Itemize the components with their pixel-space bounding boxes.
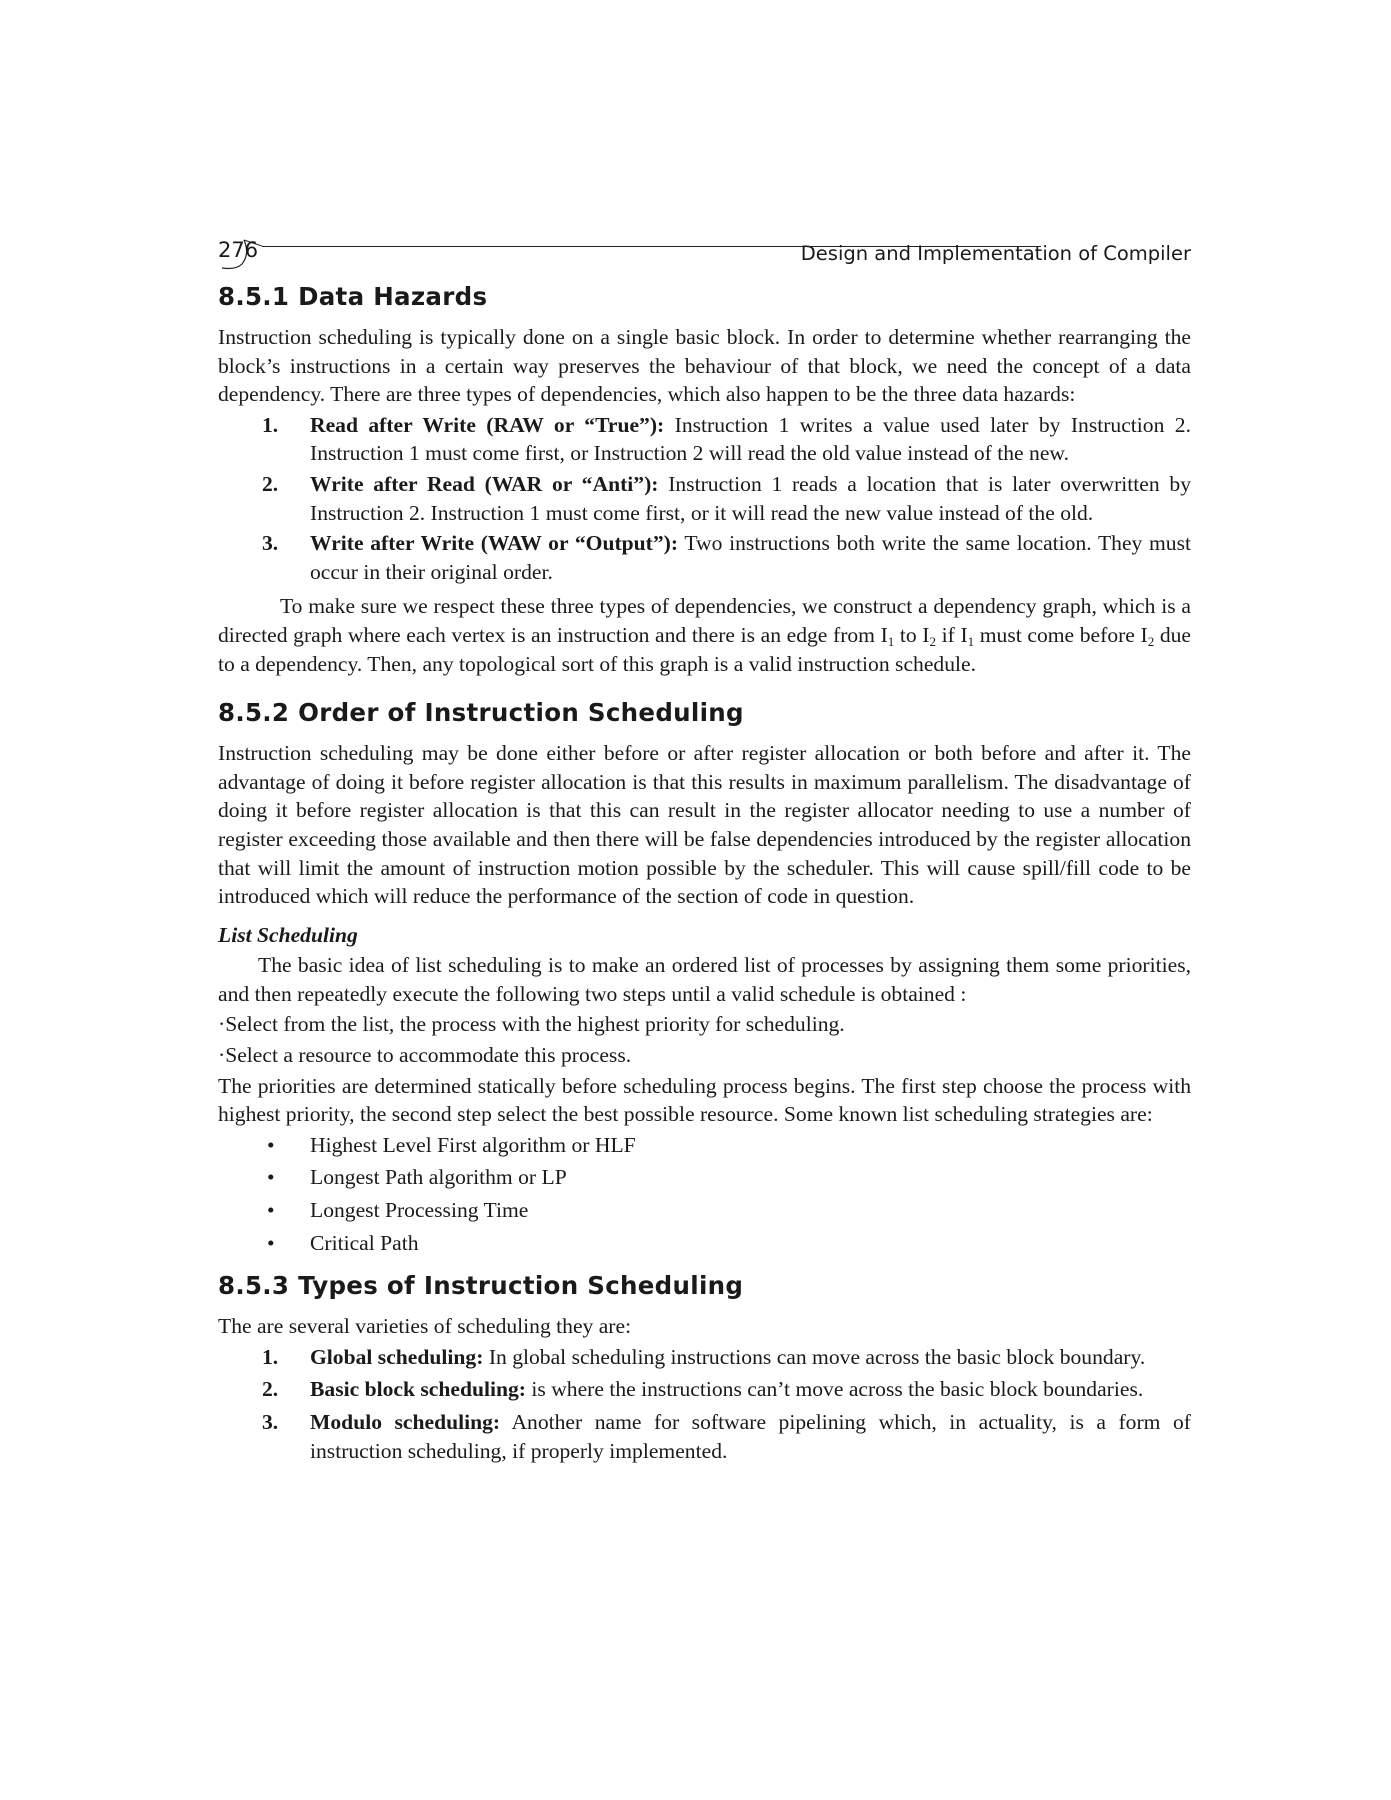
page: [218, 236, 1191, 1465]
list-item: [218, 1163, 1191, 1192]
running-head: [218, 236, 1191, 272]
item-number: 3.: [262, 531, 279, 556]
types-intro: The are several varieties of scheduling they are:: [218, 1314, 632, 1339]
dependency-graph-paragraph: To make sure we respect these three types of dependencies, we construct a dependency graph, which is a directed graph where each vertex is an instruction and there is an edge from $I_1$ to $I_2$ if $I_1$ must come before $I_2$ due to a dependency. Then, any topological sort of this graph is a valid instruction schedule.: [218, 594, 1191, 676]
item-text: Instruction 1 writes a value used later by Instruction 2. Instruction 1 must come first, or Instruction 2 will read the old value instead of the new.: [310, 412, 1191, 466]
bullet-icon: •: [267, 1132, 275, 1157]
step-1: ·Select from the list, the process with the highest priority for scheduling.: [218, 1012, 845, 1037]
bullet-icon: •: [267, 1198, 275, 1223]
item-term: Modulo scheduling:: [310, 1410, 501, 1434]
step-2: ·Select a resource to accommodate this process.: [218, 1043, 632, 1068]
section-heading-types: 8.5.3 Types of Instruction Scheduling: [218, 1271, 744, 1301]
data-hazards-intro: Instruction scheduling is typically done on a single basic block. In order to determine whether rearranging the block’s instructions in a certain way preserves the behaviour of that block, we need the concept of a data dependency. There are three types of dependencies, which also happen to be the three data hazards:: [218, 325, 1191, 407]
item-number: 1.: [262, 1344, 279, 1369]
item-text: Instruction 1 reads a location that is later overwritten by Instruction 2. Instruction 1 must come first, or it will read the new value instead of the old.: [310, 471, 1191, 525]
hazard-list: [218, 411, 1191, 587]
list-item: [218, 529, 1191, 586]
item-term: Write after Read (WAR or “Anti”):: [310, 471, 659, 496]
list-item: [218, 1343, 1191, 1372]
priorities-paragraph: The priorities are determined statically before scheduling process begins. The first step choose the process with highest priority, the second step select the best possible resource. Some known list scheduling strategies are:: [218, 1073, 1191, 1127]
item-term: Global scheduling:: [310, 1344, 484, 1369]
list-item: [218, 1131, 1191, 1160]
item-term: Read after Write (RAW or “True”):: [310, 412, 665, 437]
item-term: Write after Write (WAW or “Output”):: [310, 531, 679, 556]
bullet-icon: •: [267, 1230, 275, 1255]
item-text: is where the instructions can’t move across the basic block boundaries.: [531, 1377, 1144, 1402]
list-scheduling-intro: The basic idea of list scheduling is to make an ordered list of processes by assigning them some priorities, and then repeatedly execute the following two steps until a valid schedule is obtained :: [218, 953, 1191, 1006]
item-text: In global scheduling instructions can move across the basic block boundary.: [488, 1344, 1146, 1369]
list-item: [218, 1375, 1191, 1404]
list-item: [218, 1196, 1191, 1225]
list-item: [218, 1408, 1191, 1465]
strategy-text: Highest Level First algorithm or HLF: [310, 1132, 636, 1157]
order-paragraph: Instruction scheduling may be done either before or after register allocation or both before and after it. The advantage of doing it before register allocation is that this results in maximum parallelism. The disadvantage of doing it before register allocation is that this can result in the register allocator needing to use a number of register exceeding those available and then there will be false dependencies introduced by the register allocation that will limit the amount of instruction motion possible by the scheduler. This will cause spill/fill code to be introduced which will reduce the performance of the section of code in question.: [218, 741, 1191, 909]
strategy-text: Longest Path algorithm or LP: [310, 1165, 567, 1190]
strategy-list: [218, 1131, 1191, 1257]
item-text: Two instructions both write the same location. They must occur in their original order.: [310, 531, 1191, 584]
list-item: [218, 1229, 1191, 1258]
strategy-text: Longest Processing Time: [310, 1198, 529, 1223]
list-item: [218, 411, 1191, 468]
item-number: 2.: [262, 1377, 279, 1402]
section-heading-data-hazards: 8.5.1 Data Hazards: [218, 282, 488, 311]
strategy-text: Critical Path: [310, 1230, 419, 1255]
item-number: 2.: [262, 471, 279, 496]
section-heading-order: 8.5.2 Order of Instruction Scheduling: [218, 698, 744, 728]
types-list: [218, 1343, 1191, 1465]
bullet-icon: •: [267, 1165, 275, 1190]
list-scheduling-heading: List Scheduling: [218, 922, 358, 947]
list-item: [218, 470, 1191, 527]
book-title: Design and Implementation of Compiler: [800, 242, 1191, 265]
item-term: Basic block scheduling:: [310, 1377, 526, 1402]
item-text: Another name for software pipelining which, in actuality, is a form of instruction scheduling, if properly implemented.: [310, 1410, 1191, 1463]
item-number: 3.: [262, 1410, 279, 1434]
page-number: 276: [218, 238, 259, 262]
item-number: 1.: [262, 412, 279, 437]
